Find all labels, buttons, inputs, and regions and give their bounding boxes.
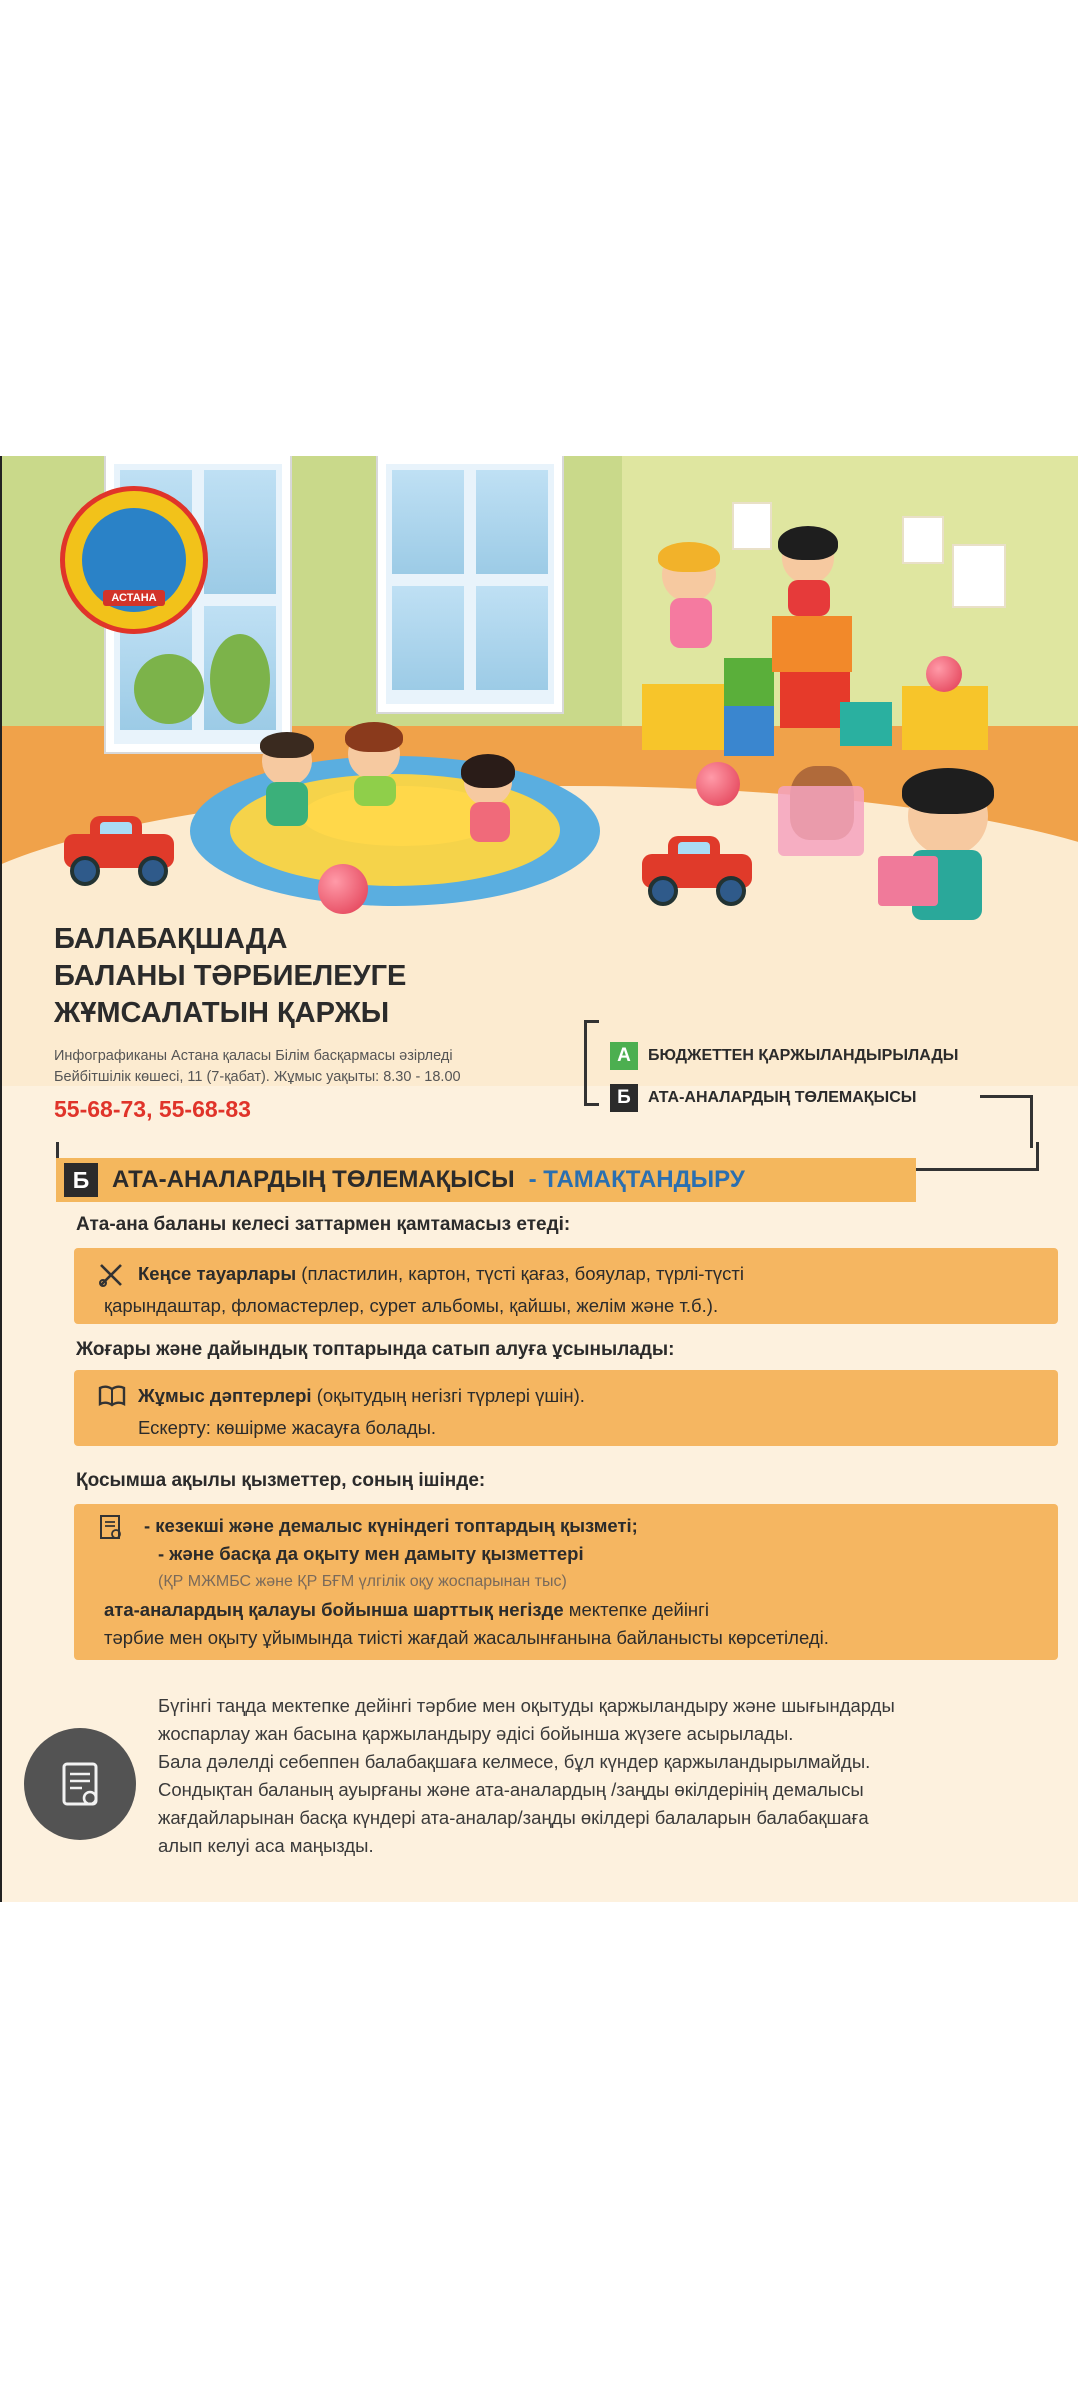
block3-heading: Қосымша ақылы қызметтер, соның ішінде: (76, 1470, 486, 1491)
block3-item2: - және басқа да оқыту мен дамыту қызметтері (158, 1543, 584, 1565)
footer-line-3: Бала дәлелді себеппен балабақшаға келмесе, бұл күндер қаржыландырылмайды. (158, 1751, 871, 1772)
emblem-caption: АСТАНА (103, 590, 164, 606)
certificate-icon (98, 1514, 124, 1540)
block3-line-last: тәрбие мен оқыту ұйымында тиісті жағдай жасалынғанына байланысты көрсетіледі. (104, 1627, 829, 1649)
toy-block-green (724, 658, 774, 708)
toy-block-blue (724, 706, 774, 756)
footer-line-1: Бүгінгі таңда мектепке дейінгі тәрбие мен оқытуды қаржыландыру және шығындарды (158, 1695, 895, 1716)
footer-line-2: жоспарлау жан басына қаржыландыру әдісі бойынша жүзеге асырылады. (158, 1723, 794, 1744)
poster-title (54, 921, 406, 1032)
funding-options (610, 1040, 958, 1124)
block1-card (74, 1248, 1058, 1324)
document-scroll-icon (24, 1728, 136, 1840)
open-book-icon (98, 1384, 124, 1410)
connector-line (980, 1095, 1033, 1148)
wall-picture-house-2 (952, 544, 1006, 608)
option-b (610, 1082, 958, 1114)
block2-heading: Жоғары және дайындық топтарында сатып алуға ұсынылады: (76, 1339, 675, 1360)
option-b-label: АТА-АНАЛАРДЫҢ ТӨЛЕМАҚЫСЫ (648, 1089, 917, 1106)
title-line-2: БАЛАНЫ ТӘРБИЕЛЕУГЕ (54, 960, 407, 992)
option-a-badge: А (610, 1042, 638, 1070)
block2-bold: Жұмыс дәптерлері (138, 1385, 312, 1406)
footer-line-6: алып келуі аса маңызды. (158, 1835, 374, 1856)
toy-block-yellow (642, 684, 726, 750)
block3-line-rest: мектепке дейінгі (563, 1599, 710, 1621)
footer-text (158, 1692, 1038, 1860)
block1-heading: Ата-ана баланы келесі заттармен қамтамасыз етеді: (76, 1214, 571, 1235)
footer-line-5: жағдайларынан басқа күндері ата-аналар/заңды өкілдері балаларын балабақшаға (158, 1807, 869, 1828)
block3-card (74, 1504, 1058, 1660)
subtitle-line-1: Инфографиканы Астана қаласы Білім басқармасы әзірледі (54, 1048, 453, 1064)
block2-line1: (оқытудың негізгі түрлері үшін). (311, 1385, 585, 1406)
block3-note: (ҚР МЖМБС және ҚР БҒМ үлгілік оқу жоспарынан тыс) (158, 1573, 567, 1591)
block2-card (74, 1370, 1058, 1446)
section-badge: Б (64, 1163, 98, 1197)
subtitle-line-2: Бейбітшілік көшесі, 11 (7-қабат). Жұмыс уақыты: 8.30 - 18.00 (54, 1069, 461, 1085)
block3-line-bold: ата-аналардың қалауы бойынша шарттық негізде (104, 1599, 564, 1621)
toy-block-yellow-2 (902, 686, 988, 750)
toy-block-orange (772, 616, 852, 672)
block3-item1: - кезекші және демалыс күніндегі топтардың қызметі; (144, 1515, 638, 1536)
scissors-pencil-icon (98, 1262, 124, 1288)
title-line-3: ЖҰМСАЛАТЫН ҚАРЖЫ (54, 997, 390, 1029)
pink-chair (778, 786, 864, 856)
toy-block-teal (840, 702, 892, 746)
toy-ball (318, 864, 368, 914)
section-sublabel: - ТАМАҚТАНДЫРУ (528, 1166, 745, 1193)
astana-emblem-logo (60, 486, 208, 634)
phone-numbers: 55-68-73, 55-68-83 (54, 1096, 251, 1122)
block1-bold: Кеңсе тауарлары (138, 1263, 297, 1284)
footer-line-4: Сондықтан баланың ауырғаны және ата-аналардың /заңды өкілдерінің демалысы (158, 1779, 864, 1800)
option-a (610, 1040, 958, 1072)
toy-car (642, 836, 752, 906)
section-label: АТА-АНАЛАРДЫҢ ТӨЛЕМАҚЫСЫ (112, 1166, 515, 1193)
toy-ball (926, 656, 962, 692)
wall-picture-flower (902, 516, 944, 564)
window-right (378, 456, 562, 712)
toy-car (64, 816, 174, 886)
wall-picture-house (732, 502, 772, 550)
options-bracket (584, 1020, 599, 1106)
section-header (56, 1158, 916, 1202)
block2-line2: Ескерту: көшірме жасауға болады. (138, 1417, 437, 1438)
option-a-label: БЮДЖЕТТЕН ҚАРЖЫЛАНДЫРЫЛАДЫ (648, 1047, 959, 1064)
option-b-badge: Б (610, 1084, 638, 1112)
toy-ball (696, 762, 740, 806)
block1-line1: (пластилин, картон, түсті қағаз, бояулар, түрлі-түсті (296, 1263, 745, 1284)
block1-line2: қарындаштар, фломастерлер, сурет альбомы, қайшы, желім және т.б.). (104, 1295, 719, 1316)
poster-subtitle (54, 1046, 461, 1088)
title-line-1: БАЛАБАҚШАДА (54, 923, 288, 955)
